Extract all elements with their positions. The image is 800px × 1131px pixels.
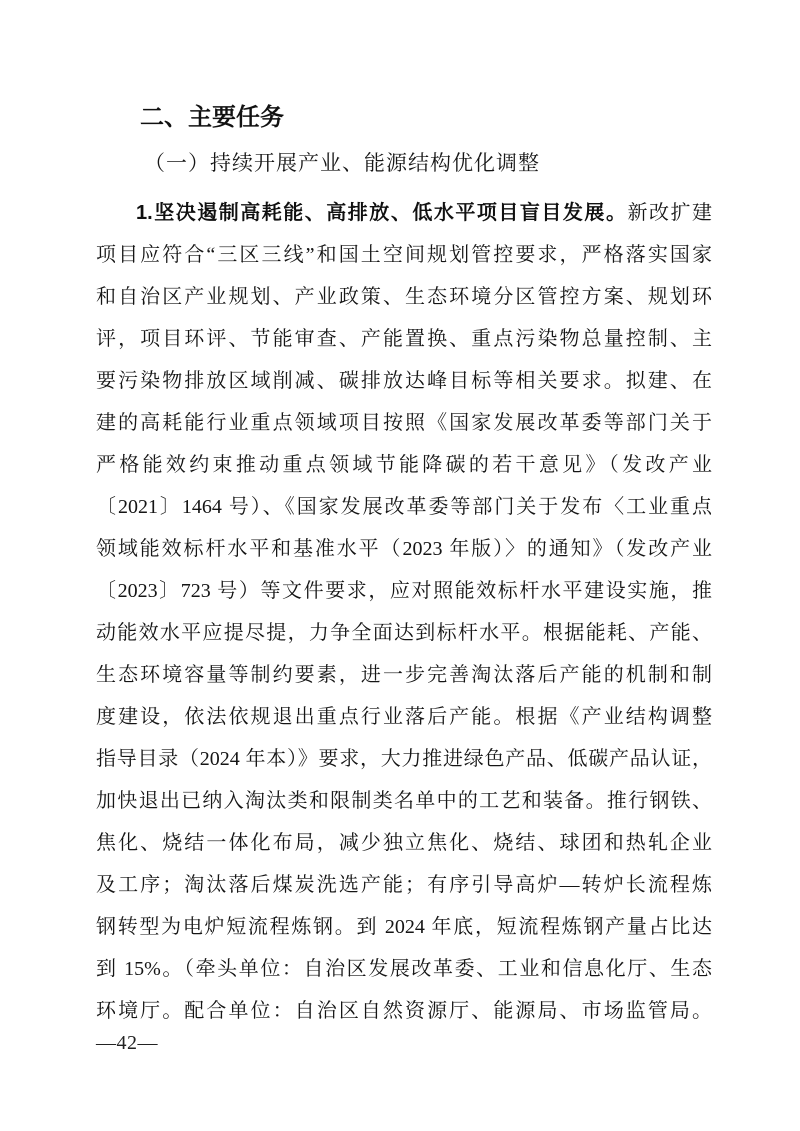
section-heading: 二、主要任务	[140, 104, 284, 131]
paragraph-line: 项目应符合“三区三线”和国土空间规划管控要求，严格落实国家	[96, 244, 712, 266]
paragraph-line: 环境厅。配合单位：自治区自然资源厅、能源局、市场监管局。	[96, 1000, 712, 1022]
paragraph-line: 要污染物排放区域削减、碳排放达峰目标等相关要求。拟建、在	[96, 370, 712, 392]
paragraph-line: 指导目录（2024 年本）》要求，大力推进绿色产品、低碳产品认证，	[96, 748, 712, 770]
paragraph-line: 加快退出已纳入淘汰类和限制类名单中的工艺和装备。推行钢铁、	[96, 790, 712, 812]
paragraph-line: 及工序；淘汰落后煤炭洗选产能；有序引导高炉—转炉长流程炼	[96, 874, 712, 896]
paragraph-lead-bold: 1.坚决遏制高耗能、高排放、低水平项目盲目发展。	[136, 202, 628, 224]
paragraph-line: 钢转型为电炉短流程炼钢。到 2024 年底，短流程炼钢产量占比达	[96, 916, 712, 938]
paragraph-line: 焦化、烧结一体化布局，减少独立焦化、烧结、球团和热轧企业	[96, 832, 712, 854]
paragraph-line: 领域能效标杆水平和基准水平（2023 年版）〉的通知》（发改产业	[96, 538, 712, 560]
paragraph-line: 生态环境容量等制约要素，进一步完善淘汰落后产能的机制和制	[96, 664, 712, 686]
paragraph-line: 建的高耗能行业重点领域项目按照《国家发展改革委等部门关于	[96, 412, 712, 434]
paragraph-line: 严格能效约束推动重点领域节能降碳的若干意见》（发改产业	[96, 454, 712, 476]
page-number: —42—	[96, 1032, 158, 1054]
document-content	[96, 104, 712, 1032]
paragraph-line: 1.坚决遏制高耗能、高排放、低水平项目盲目发展。新改扩建	[136, 202, 713, 224]
paragraph-line: 度建设，依法依规退出重点行业落后产能。根据《产业结构调整	[96, 706, 712, 728]
paragraph-line: 和自治区产业规划、产业政策、生态环境分区管控方案、规划环	[96, 286, 712, 308]
paragraph-line: 〔2021〕1464 号）、《国家发展改革委等部门关于发布〈工业重点	[96, 496, 712, 518]
paragraph-line: 〔2023〕723 号）等文件要求，应对照能效标杆水平建设实施，推	[96, 580, 712, 602]
subsection-heading: （一）持续开展产业、能源结构优化调整	[144, 151, 540, 175]
task-paragraph	[96, 192, 712, 1032]
paragraph-line: 评，项目环评、节能审查、产能置换、重点污染物总量控制、主	[96, 328, 712, 350]
paragraph-line: 到 15%。（牵头单位：自治区发展改革委、工业和信息化厅、生态	[96, 958, 712, 980]
paragraph-line: 动能效水平应提尽提，力争全面达到标杆水平。根据能耗、产能、	[96, 622, 712, 644]
